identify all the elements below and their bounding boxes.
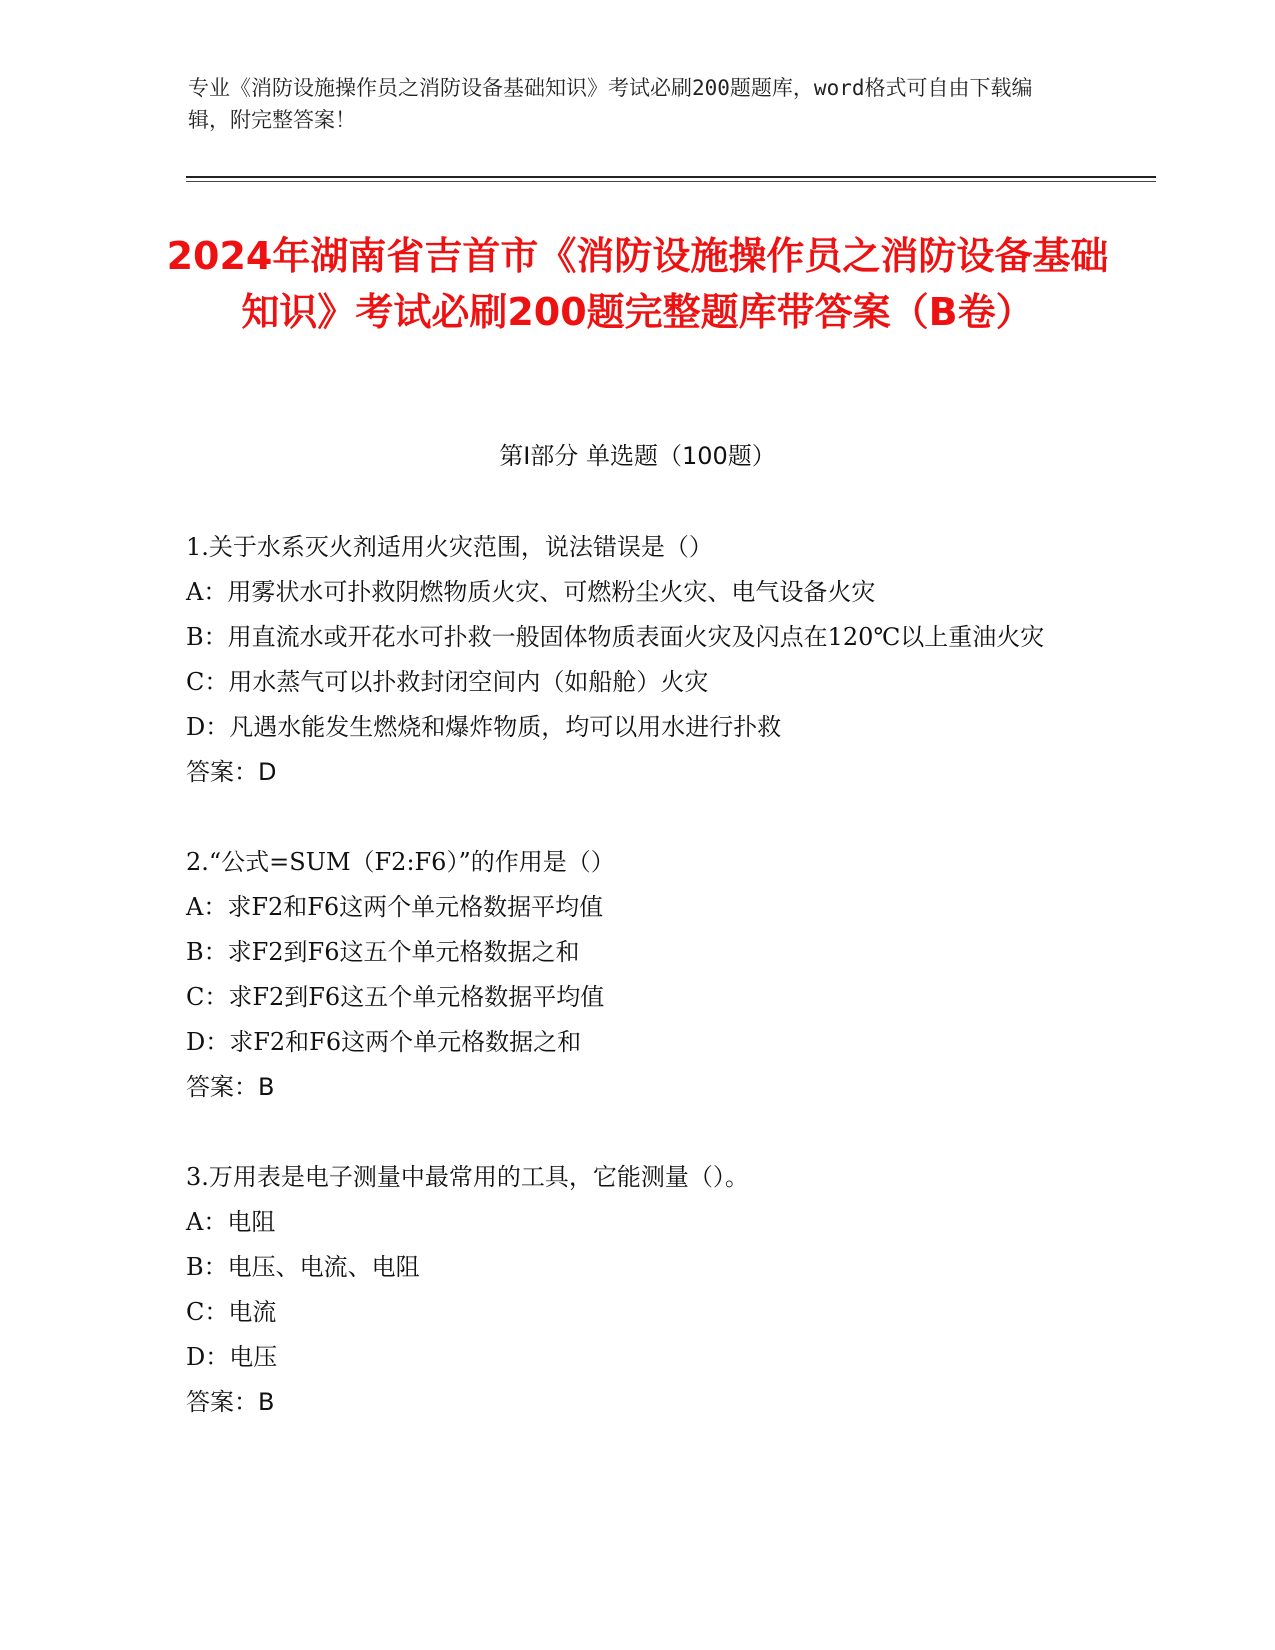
answer: 答案：B bbox=[186, 1388, 275, 1416]
question-stem: 1.关于水系灭火剂适用火灾范围，说法错误是（） bbox=[186, 533, 713, 561]
option-b: B：用直流水或开花水可扑救一般固体物质表面火灾及闪点在120℃以上重油火灾 bbox=[186, 623, 1045, 651]
question-list bbox=[186, 525, 1076, 1470]
option-a: A：电阻 bbox=[186, 1208, 276, 1236]
option-c: C：电流 bbox=[186, 1298, 277, 1326]
option-b: B：电压、电流、电阻 bbox=[186, 1253, 420, 1281]
answer: 答案：D bbox=[186, 758, 277, 786]
question-stem: 2.“公式=SUM（F2:F6）”的作用是（） bbox=[186, 848, 615, 876]
option-d: D：电压 bbox=[186, 1343, 278, 1371]
header-divider-thin bbox=[186, 181, 1156, 182]
option-a: A：用雾状水可扑救阴燃物质火灾、可燃粉尘火灾、电气设备火灾 bbox=[186, 578, 876, 606]
document-title: 2024年湖南省吉首市《消防设施操作员之消防设备基础知识》考试必刷200题完整题库带答案（B卷） bbox=[166, 234, 1109, 334]
header-divider-thick bbox=[186, 176, 1156, 178]
question-3 bbox=[186, 1155, 1076, 1425]
question-2 bbox=[186, 840, 1076, 1110]
option-d: D：求F2和F6这两个单元格数据之和 bbox=[186, 1028, 582, 1056]
option-a: A：求F2和F6这两个单元格数据平均值 bbox=[186, 893, 604, 921]
question-1 bbox=[186, 525, 1076, 795]
option-b: B：求F2到F6这五个单元格数据之和 bbox=[186, 938, 580, 966]
question-stem: 3.万用表是电子测量中最常用的工具，它能测量（）。 bbox=[186, 1163, 749, 1191]
header-note: 专业《消防设施操作员之消防设备基础知识》考试必刷200题题库，word格式可自由下载编辑，附完整答案！ bbox=[188, 76, 1033, 132]
option-c: C：用水蒸气可以扑救封闭空间内（如船舱）火灾 bbox=[186, 668, 709, 696]
answer: 答案：B bbox=[186, 1073, 275, 1101]
section-title: 第Ⅰ部分 单选题（100题） bbox=[499, 442, 776, 470]
option-d: D：凡遇水能发生燃烧和爆炸物质，均可以用水进行扑救 bbox=[186, 713, 782, 741]
option-c: C：求F2到F6这五个单元格数据平均值 bbox=[186, 983, 605, 1011]
